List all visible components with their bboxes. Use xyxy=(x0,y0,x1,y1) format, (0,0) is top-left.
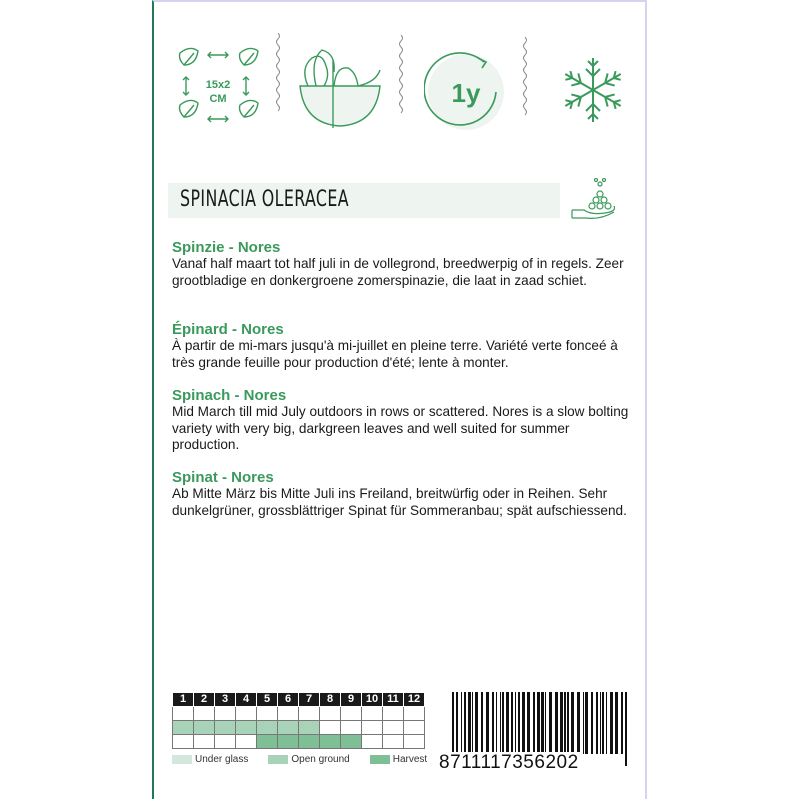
month-label: 1 xyxy=(173,693,194,707)
barcode-bar xyxy=(560,692,563,754)
barcode-bar xyxy=(577,692,580,754)
month-label: 9 xyxy=(341,693,362,707)
under-glass-cell xyxy=(236,707,257,721)
barcode-bar xyxy=(585,692,588,754)
section-german xyxy=(172,469,632,519)
month-label: 12 xyxy=(404,693,425,707)
lifespan-cycle-icon xyxy=(424,50,508,134)
section-text: Vanaf half maart tot half juli in de vollegrond, breedwerpig of in regels. Zeer grootbladige en donkergroene zomerspinazie, die laat in zaad schiet. xyxy=(172,256,624,288)
section-text: Mid March till mid July outdoors in rows or scattered. Nores is a slow bolting variety with very big, darkgreen leaves and well suited for summer production. xyxy=(172,404,629,452)
barcode-bar xyxy=(472,692,473,754)
section-dutch xyxy=(172,239,632,289)
hand-seeds-icon xyxy=(570,178,620,222)
sowing-calendar xyxy=(172,692,425,749)
harvest-cell xyxy=(299,735,320,749)
barcode-bar xyxy=(555,692,558,754)
harvest-row xyxy=(173,735,425,749)
barcode-bar xyxy=(610,692,613,754)
barcode-bar xyxy=(475,692,478,754)
under-glass-cell xyxy=(257,707,278,721)
barcode-bar xyxy=(606,692,607,754)
barcode-bar xyxy=(481,692,483,754)
harvest-cell xyxy=(215,735,236,749)
barcode-bar xyxy=(527,692,530,754)
month-label: 7 xyxy=(299,693,320,707)
barcode-bar xyxy=(621,692,623,754)
section-title: Spinat - Nores xyxy=(172,469,274,486)
harvest-cell xyxy=(362,735,383,749)
under-glass-cell xyxy=(362,707,383,721)
open-ground-cell xyxy=(404,721,425,735)
under-glass-cell xyxy=(320,707,341,721)
barcode-bar xyxy=(515,692,516,754)
open-ground-cell xyxy=(320,721,341,735)
latin-name: SPINACIA OLERACEA xyxy=(180,187,349,212)
harvest-cell xyxy=(173,735,194,749)
barcode-bar xyxy=(596,692,598,754)
snowflake-icon xyxy=(558,55,628,125)
spacing-icon xyxy=(176,45,266,130)
legend-open-ground: Open ground xyxy=(268,754,349,765)
open-ground-cell xyxy=(173,721,194,735)
month-label: 2 xyxy=(194,693,215,707)
barcode-bar xyxy=(486,692,489,754)
barcode-bar xyxy=(571,692,574,754)
open-ground-cell xyxy=(236,721,257,735)
barcode-bar xyxy=(541,692,544,754)
barcode-bar xyxy=(591,692,593,754)
harvest-cell xyxy=(194,735,215,749)
barcode-bar xyxy=(545,692,546,754)
month-header xyxy=(173,693,425,707)
barcode-bar xyxy=(533,692,535,754)
month-label: 6 xyxy=(278,693,299,707)
month-label: 10 xyxy=(362,693,383,707)
open-ground-cell xyxy=(299,721,320,735)
under-glass-cell xyxy=(278,707,299,721)
barcode-bar xyxy=(464,692,466,754)
month-label: 3 xyxy=(215,693,236,707)
section-title: Spinach - Nores xyxy=(172,387,287,404)
spacing-value: 15x2 xyxy=(205,79,231,91)
barcode-bar xyxy=(549,692,552,754)
barcode-bar xyxy=(496,692,497,754)
barcode-bar xyxy=(615,692,618,754)
under-glass-cell xyxy=(341,707,362,721)
barcode-bar xyxy=(500,692,501,754)
harvest-cell xyxy=(320,735,341,749)
barcode-bar xyxy=(522,692,525,754)
barcode-bar xyxy=(492,692,494,754)
open-ground-cell xyxy=(194,721,215,735)
barcode-bar xyxy=(602,692,604,754)
under-glass-cell xyxy=(299,707,320,721)
barcode-bar xyxy=(461,692,462,754)
month-label: 8 xyxy=(320,693,341,707)
month-label: 11 xyxy=(383,693,404,707)
section-french xyxy=(172,321,632,371)
spacing-unit: CM xyxy=(209,93,227,105)
wavy-divider xyxy=(521,37,529,117)
barcode-bar xyxy=(564,692,566,754)
harvest-cell xyxy=(404,735,425,749)
month-label: 4 xyxy=(236,693,257,707)
harvest-cell xyxy=(257,735,278,749)
vegetable-bowl-icon xyxy=(296,46,382,130)
open-ground-cell xyxy=(383,721,404,735)
barcode-bar xyxy=(518,692,520,754)
section-english xyxy=(172,387,632,454)
section-title: Épinard - Nores xyxy=(172,321,284,338)
harvest-cell xyxy=(278,735,299,749)
barcode-bar xyxy=(506,692,509,754)
legend-harvest: Harvest xyxy=(370,754,427,765)
barcode-bar xyxy=(468,692,471,754)
harvest-cell xyxy=(341,735,362,749)
barcode-number: 8711117356202 xyxy=(439,752,579,773)
open-ground-row xyxy=(173,721,425,735)
barcode-bar xyxy=(567,692,569,754)
barcode-bar xyxy=(625,692,627,766)
barcode-bar xyxy=(600,692,601,754)
open-ground-cell xyxy=(257,721,278,735)
barcode-bar xyxy=(583,692,584,754)
barcode-bar xyxy=(502,692,504,754)
wavy-divider xyxy=(274,33,282,113)
harvest-cell xyxy=(383,735,404,749)
section-title: Spinzie - Nores xyxy=(172,239,281,256)
lifespan-value: 1y xyxy=(451,78,481,108)
open-ground-cell xyxy=(278,721,299,735)
barcode-bar xyxy=(511,692,513,754)
under-glass-cell xyxy=(404,707,425,721)
section-text: À partir de mi-mars jusqu'à mi-juillet en pleine terre. Variété verte fonceé à très grande feuille pour production d'été; lente à monter. xyxy=(172,338,618,370)
month-label: 5 xyxy=(257,693,278,707)
open-ground-cell xyxy=(341,721,362,735)
barcode-bar xyxy=(456,692,458,754)
section-text: Ab Mitte März bis Mitte Juli ins Freiland, breitwürfig oder in Reihen. Sehr dunkelgrüner, grossblättriger Spinat für Sommeranbau; spät aufschiessend. xyxy=(172,486,627,518)
under-glass-cell xyxy=(215,707,236,721)
under-glass-row xyxy=(173,707,425,721)
latin-name-banner xyxy=(168,183,560,218)
calendar-legend xyxy=(172,754,427,765)
open-ground-cell xyxy=(362,721,383,735)
harvest-cell xyxy=(236,735,257,749)
under-glass-cell xyxy=(383,707,404,721)
wavy-divider xyxy=(397,35,405,115)
under-glass-cell xyxy=(194,707,215,721)
open-ground-cell xyxy=(215,721,236,735)
legend-under-glass: Under glass xyxy=(172,754,248,765)
under-glass-cell xyxy=(173,707,194,721)
